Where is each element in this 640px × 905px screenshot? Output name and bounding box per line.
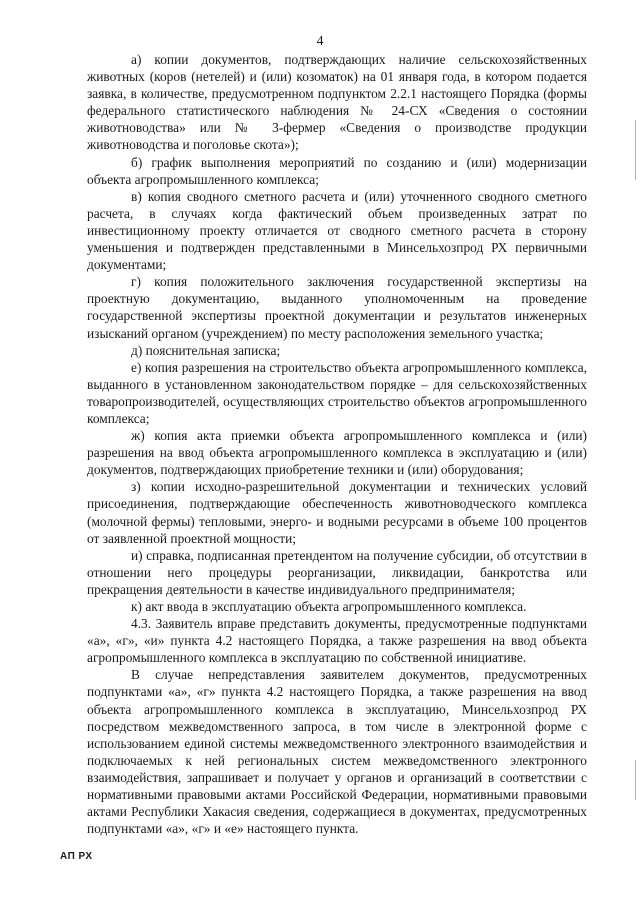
footer-mark: АП РХ (60, 851, 93, 862)
paragraph-e: е) копия разрешения на строительство объекта агропромышленного комплекса, выданного в установленном законодательством порядке – для сельскохозяйственных товаропроизводителей, осуществляющих строительство объектов агропромышленного комплекса; (87, 359, 587, 426)
paragraph-b: б) график выполнения мероприятий по созданию и (или) модернизации объекта агропромышленного комплекса; (87, 154, 587, 187)
scan-edge-mark (635, 120, 636, 180)
page-number: 4 (316, 34, 324, 49)
paragraph-g: г) копия положительного заключения государственной экспертизы на проектную документацию, выданного уполномоченным на проведение государственной экспертизы проектной документации и результатов инженерных изысканий органом (учреждением) по месту расположения земельного участка; (87, 274, 587, 341)
paragraph-v: в) копия сводного сметного расчета и (или) уточненного сводного сметного расчета, в случаях когда фактический объем произведенных затрат по инвестиционному проекту отличается от сводного сметного расчета в сторону уменьшения и подтвержден представленными в Минсельхозпрод РХ первичными документами; (87, 188, 587, 273)
paragraph-k: к) акт ввода в эксплуатацию объекта агропромышленного комплекса. (131, 599, 527, 614)
paragraph-d: д) пояснительная записка; (131, 342, 281, 358)
paragraph-a: а) копии документов, подтверждающих наличие сельскохозяйственных животных (коров (нетелей) и (или) козоматок) на 01 января года, в котором подается заявка, в количестве, предусмотренном подпунктом 2.2.1 настоящего Порядка (формы федерального статистического наблюдения № 24-СХ «Сведения о состоянии животноводства» или № 3-фермер «Сведения о производстве продукции животноводства и поголовье скота»); (87, 52, 587, 153)
paragraph-interagency-request: В случае непредставления заявителем документов, предусмотренных подпунктами «а», «г» пункта 4.2 настоящего Порядка, а также разрешения на ввод объекта агропромышленного комплекса в эксплуатацию, Минсельхозпрод РХ посредством межведомственного запроса, в том числе в электронной форме с использованием единой системы межведомственного электронного взаимодействия и подключаемых к ней региональных систем межведомственного электронного взаимодействия, запрашивает и получает у органов и организаций в соответствии с нормативными правовыми актами Российской Федерации, нормативными правовыми актами Республики Хакасия сведения, содержащиеся в документах, предусмотренных подпунктами «а», «г» и «е» настоящего пункта. (87, 667, 587, 837)
document-body (87, 51, 587, 837)
paragraph-4-3: 4.3. Заявитель вправе представить документы, предусмотренные подпунктами «а», «г», «и» пункта 4.2 настоящего Порядка, а также разрешения на ввод объекта агропромышленного комплекса в эксплуатацию по собственной инициативе. (87, 616, 587, 666)
scan-edge-mark (635, 760, 636, 800)
paragraph-zh: ж) копия акта приемки объекта агропромышленного комплекса и (или) разрешения на ввод объекта агропромышленного комплекса в эксплуатацию и (или) документов, подтверждающих приобретение техники и (или) оборудования; (87, 428, 587, 478)
paragraph-z: з) копии исходно-разрешительной документации и технических условий присоединения, подтверждающие обеспеченность животноводческого комплекса (молочной фермы) тепловыми, энерго- и водными ресурсами в объеме 100 процентов от заявленной проектной мощности; (87, 479, 587, 546)
paragraph-i: и) справка, подписанная претендентом на получение субсидии, об отсутствии в отношении него процедуры реорганизации, ликвидации, банкротства или прекращения деятельности в качестве индивидуального предпринимателя; (87, 547, 587, 597)
